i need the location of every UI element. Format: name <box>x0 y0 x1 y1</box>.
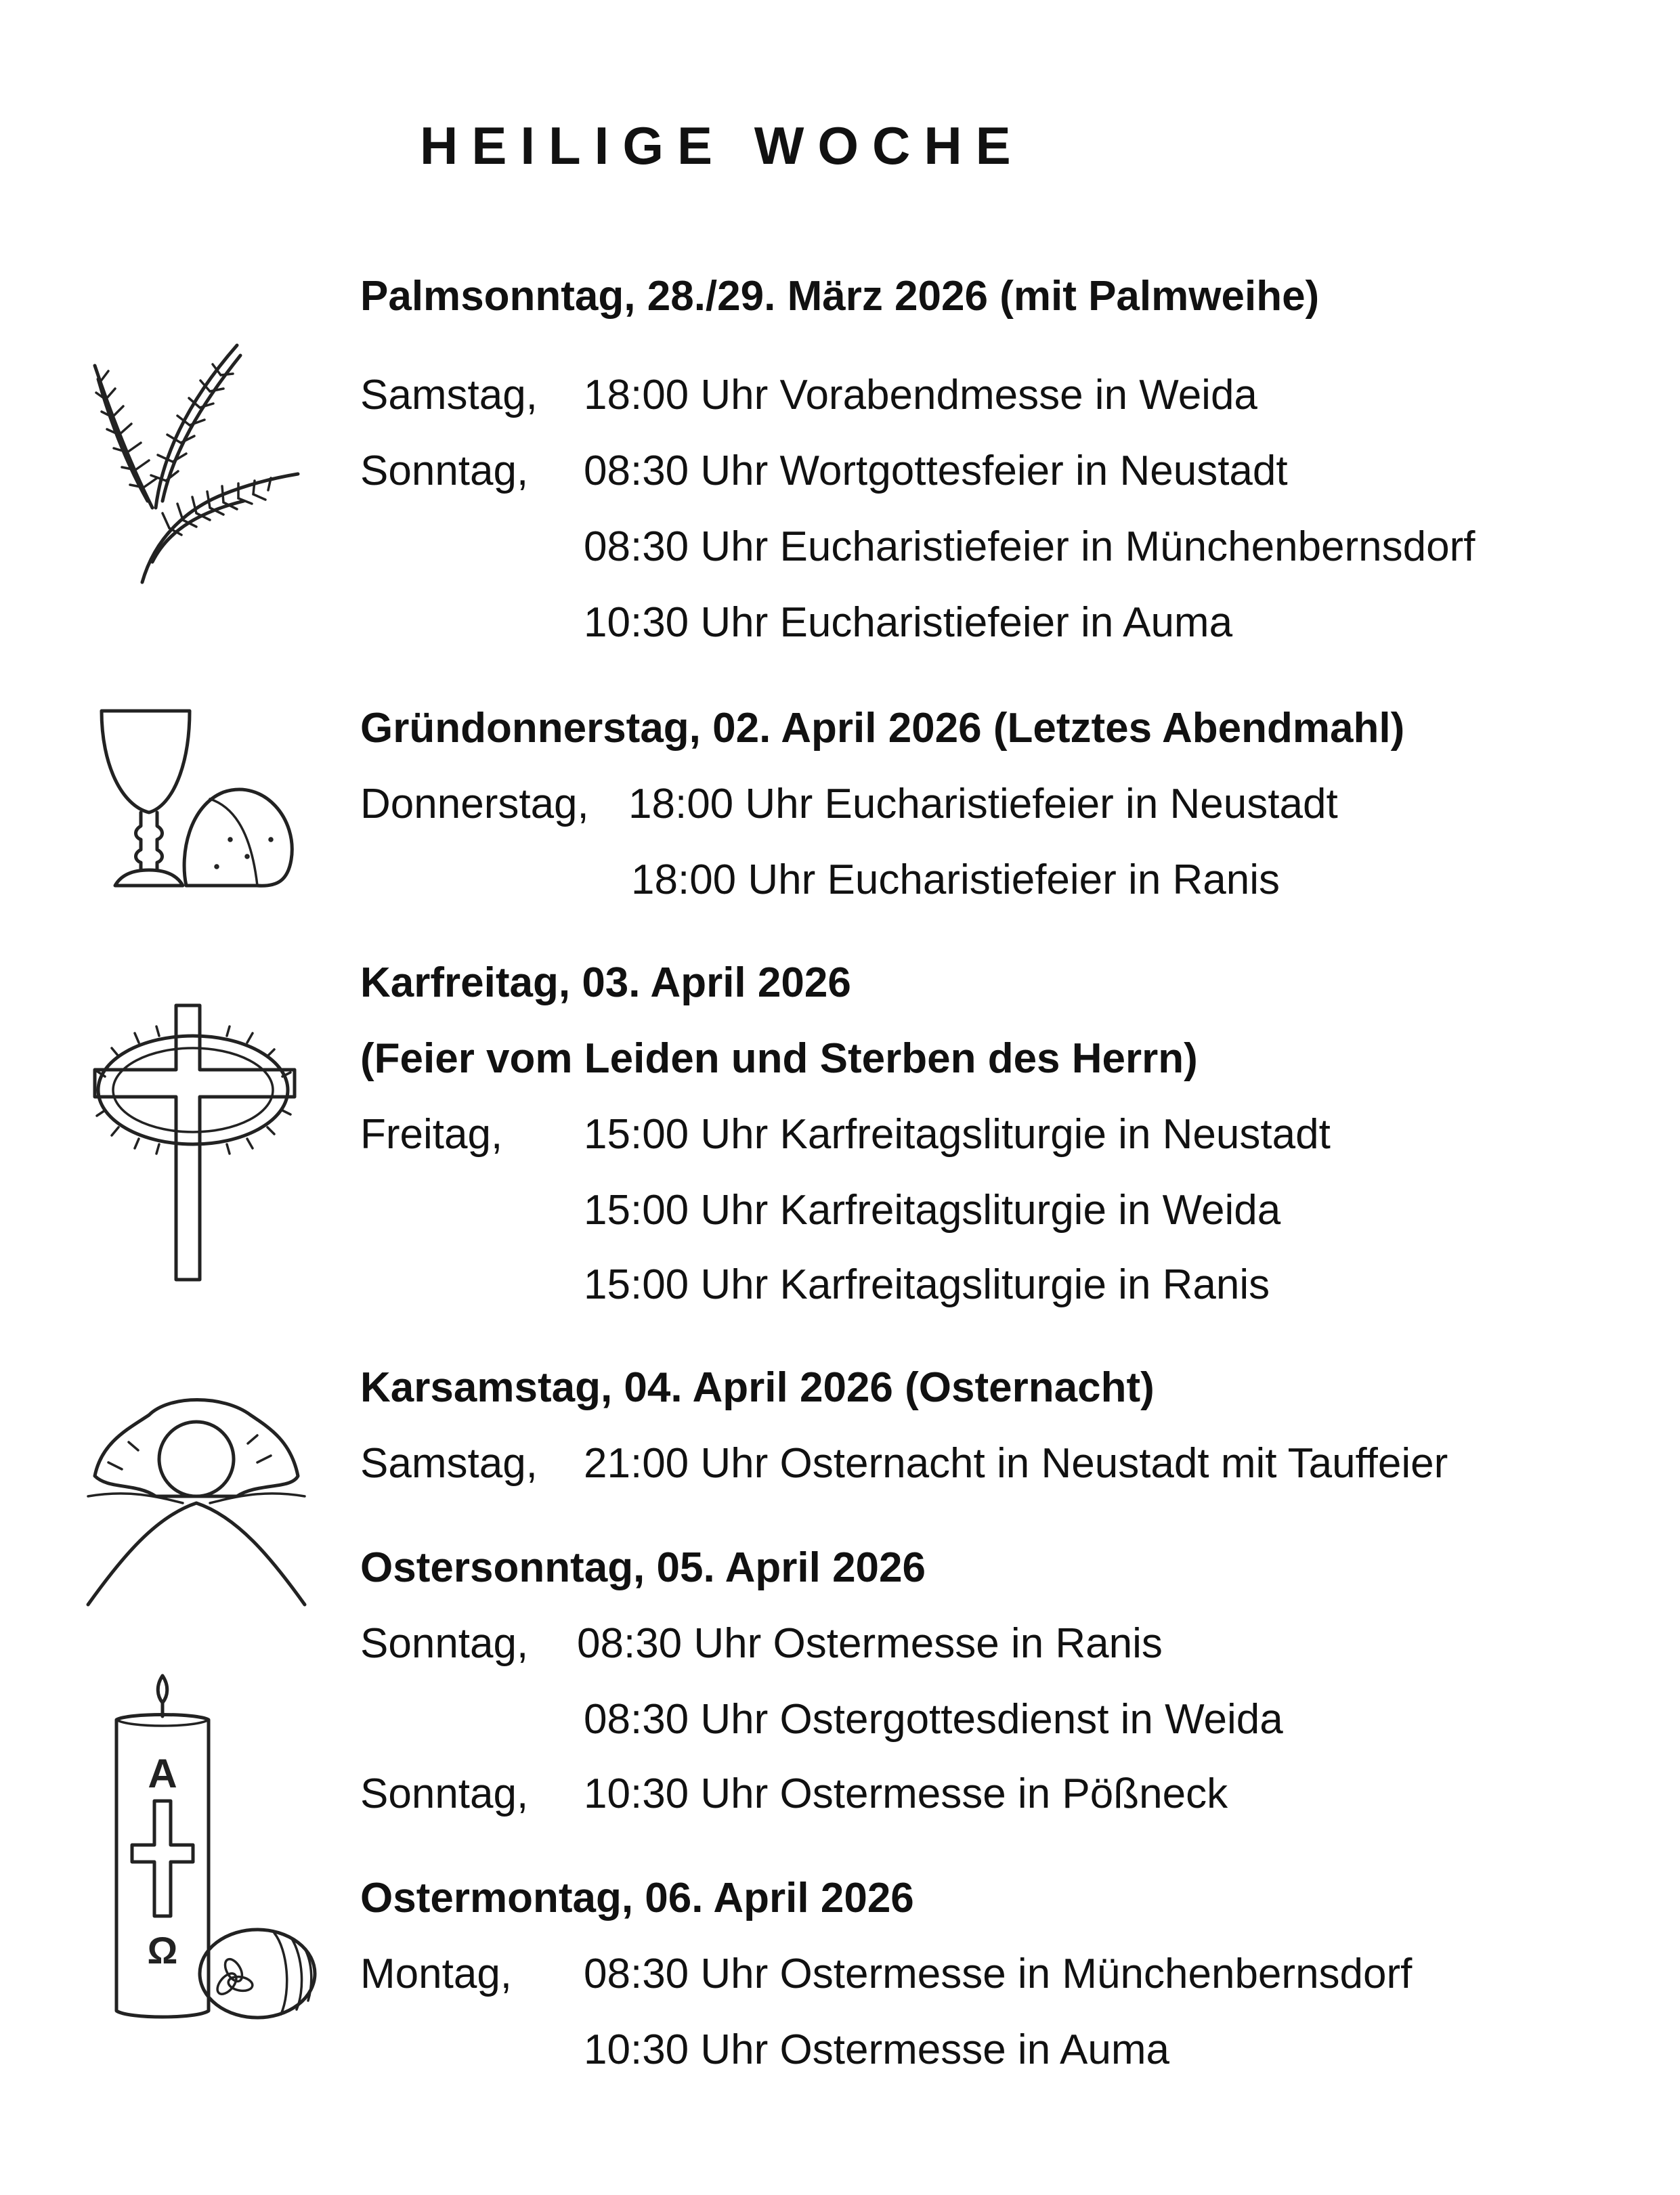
event-text: 08:30 Uhr Wortgottesfeier in Neustadt <box>584 448 1288 494</box>
chalice-bread-icon <box>95 704 305 894</box>
palm-branch-icon <box>88 305 305 589</box>
omega-letter: Ω <box>147 1929 178 1972</box>
weekday-label: Donnerstag, <box>360 781 589 827</box>
page-title: HEILIGE WOCHE <box>420 116 1025 175</box>
event-text: 08:30 Uhr Ostergottesdienst in Weida <box>584 1696 1283 1743</box>
weekday-label: Sonntag, <box>360 448 529 494</box>
weekday-label: Samstag, <box>360 372 538 418</box>
weekday-label: Sonntag, <box>360 1770 529 1817</box>
event-text: 15:00 Uhr Karfreitagsliturgie in Neustadt <box>584 1111 1331 1158</box>
event-text: 08:30 Uhr Eucharistiefeier in Münchenbernsdorf <box>584 523 1476 570</box>
weekday-label: Samstag, <box>360 1440 538 1487</box>
event-text: 18:00 Uhr Vorabendmesse in Weida <box>584 372 1257 418</box>
event-text: 08:30 Uhr Ostermesse in Münchenbernsdorf <box>584 1951 1413 1997</box>
weekday-label: Freitag, <box>360 1111 503 1158</box>
section-heading-palmsonntag: Palmsonntag, 28./29. März 2026 (mit Palmweihe) <box>360 273 1320 320</box>
section-subheading-karfreitag: (Feier vom Leiden und Sterben des Herrn) <box>360 1035 1198 1082</box>
event-text: 10:30 Uhr Ostermesse in Pößneck <box>584 1770 1228 1817</box>
section-heading-karfreitag: Karfreitag, 03. April 2026 <box>360 959 851 1006</box>
alpha-letter: A <box>148 1751 177 1796</box>
section-heading-ostersonntag: Ostersonntag, 05. April 2026 <box>360 1544 926 1591</box>
event-text: 18:00 Uhr Eucharistiefeier in Neustadt <box>628 781 1338 827</box>
section-heading-ostermontag: Ostermontag, 06. April 2026 <box>360 1875 914 1921</box>
event-text: 15:00 Uhr Karfreitagsliturgie in Ranis <box>584 1261 1270 1308</box>
event-text: 08:30 Uhr Ostermesse in Ranis <box>577 1620 1163 1667</box>
weekday-label: Montag, <box>360 1951 513 1997</box>
section-heading-gruendonnerstag: Gründonnerstag, 02. April 2026 (Letztes Abendmahl) <box>360 705 1405 752</box>
easter-candle-icon <box>102 1672 318 2024</box>
event-text: 18:00 Uhr Eucharistiefeier in Ranis <box>631 856 1280 903</box>
section-heading-karsamstag: Karsamstag, 04. April 2026 (Osternacht) <box>360 1364 1155 1411</box>
event-text: 15:00 Uhr Karfreitagsliturgie in Weida <box>584 1187 1281 1234</box>
event-text: 10:30 Uhr Ostermesse in Auma <box>584 2026 1169 2073</box>
cross-thorns-icon <box>91 1002 301 1286</box>
event-text: 21:00 Uhr Osternacht in Neustadt mit Tauffeier <box>584 1440 1448 1487</box>
event-text: 10:30 Uhr Eucharistiefeier in Auma <box>584 599 1233 646</box>
empty-tomb-icon <box>88 1381 311 1611</box>
weekday-label: Sonntag, <box>360 1620 529 1667</box>
